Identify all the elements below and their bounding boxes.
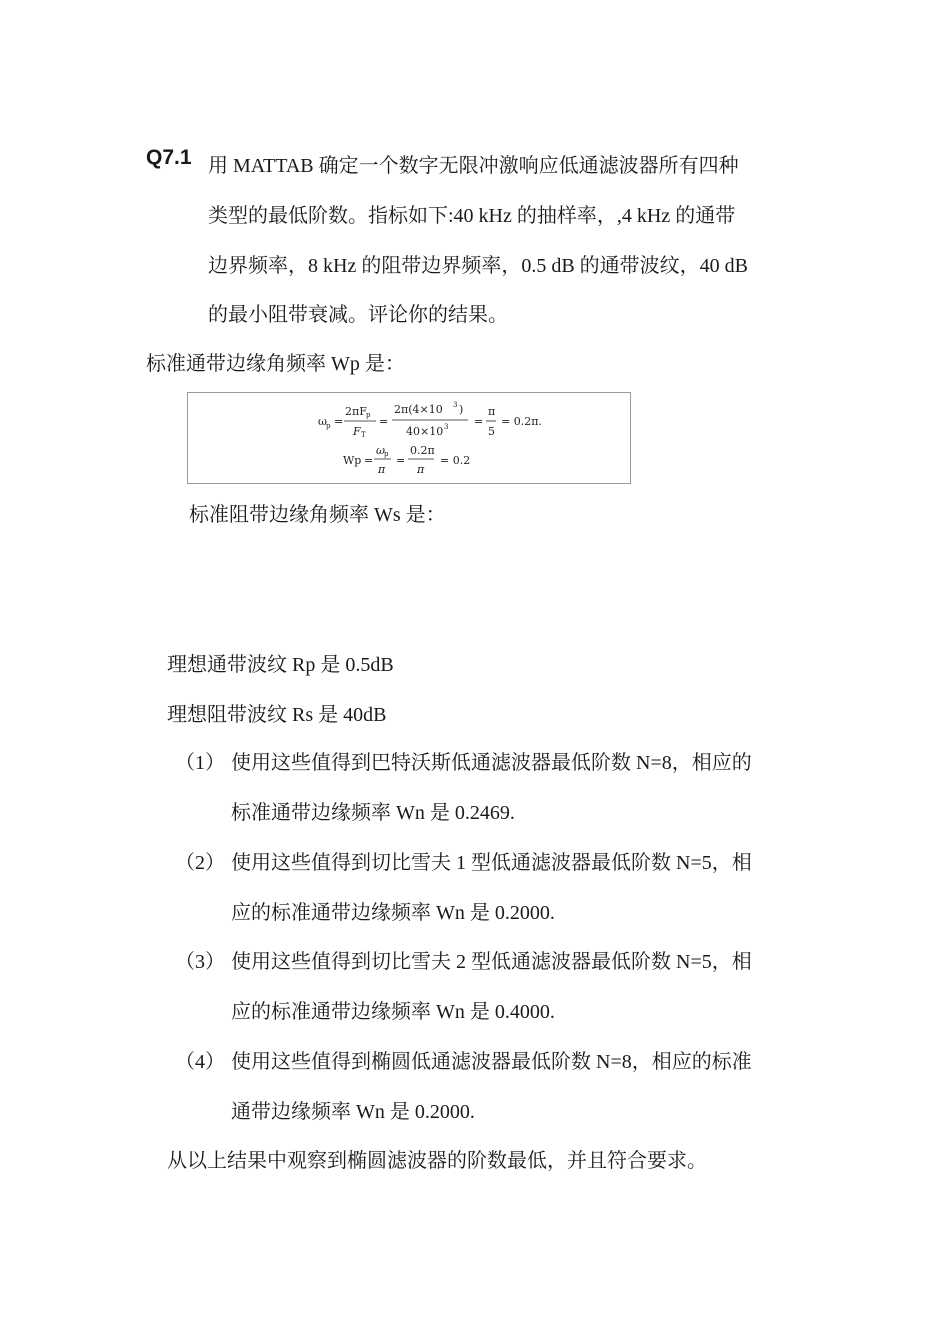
item-line: 使用这些值得到切比雪夫 1 型低通滤波器最低阶数 N=5，相 xyxy=(231,852,752,874)
svg-text:p: p xyxy=(384,450,389,458)
wp-intro: 标准通带边缘角频率 Wp 是： xyxy=(146,353,405,375)
svg-text:=: = xyxy=(364,454,374,467)
item-number: （1） xyxy=(175,752,225,774)
svg-text:=: = xyxy=(379,415,389,428)
svg-text:40×10: 40×10 xyxy=(406,425,444,438)
item-number: （3） xyxy=(175,951,225,973)
question-label: Q7.1 xyxy=(146,146,192,169)
svg-text:0.2π: 0.2π xyxy=(410,444,435,457)
svg-text:2π(4×10: 2π(4×10 xyxy=(394,403,443,416)
item-number: （4） xyxy=(175,1051,225,1073)
question-line-2: 类型的最低阶数。指标如下:40 kHz 的抽样率，,4 kHz 的通带 xyxy=(208,205,736,227)
svg-text:π: π xyxy=(488,405,496,418)
svg-text:T: T xyxy=(361,431,366,439)
svg-text:): ) xyxy=(459,403,464,416)
omega-symbol: ω xyxy=(318,415,327,428)
formula-box xyxy=(187,392,631,484)
svg-text:p: p xyxy=(326,422,331,430)
wp-symbol: Wp xyxy=(343,454,362,467)
svg-text:=: = xyxy=(474,415,484,428)
rp-line: 理想通带波纹 Rp 是 0.5dB xyxy=(167,654,394,676)
svg-text:p: p xyxy=(366,411,371,419)
svg-text:F: F xyxy=(353,425,361,438)
ws-intro: 标准阻带边缘角频率 Ws 是： xyxy=(189,504,446,526)
svg-text:5: 5 xyxy=(488,425,495,438)
item-line: 使用这些值得到椭圆低通滤波器最低阶数 N=8，相应的标准 xyxy=(231,1051,752,1073)
formula-image xyxy=(188,393,632,485)
svg-text:= 0.2π.: = 0.2π. xyxy=(501,415,542,428)
item-line: 应的标准通带边缘频率 Wn 是 0.4000. xyxy=(231,1001,555,1023)
question-line-3: 边界频率，8 kHz 的阻带边界频率，0.5 dB 的通带波纹，40 dB xyxy=(208,255,748,277)
question-line-1: 用 MATTAB 确定一个数字无限冲激响应低通滤波器所有四种 xyxy=(208,155,739,177)
item-line: 使用这些值得到切比雪夫 2 型低通滤波器最低阶数 N=5，相 xyxy=(231,951,752,973)
item-line: 通带边缘频率 Wn 是 0.2000. xyxy=(231,1101,475,1123)
item-line: 应的标准通带边缘频率 Wn 是 0.2000. xyxy=(231,902,555,924)
svg-text:3: 3 xyxy=(444,423,449,431)
svg-text:= 0.2: = 0.2 xyxy=(440,454,471,467)
svg-text:π: π xyxy=(417,463,425,476)
svg-text:2πF: 2πF xyxy=(345,405,367,418)
svg-text:ω: ω xyxy=(376,444,385,457)
question-line-4: 的最小阻带衰减。评论你的结果。 xyxy=(208,304,508,326)
svg-text:=: = xyxy=(396,454,406,467)
item-line: 使用这些值得到巴特沃斯低通滤波器最低阶数 N=8，相应的 xyxy=(231,752,752,774)
svg-text:=: = xyxy=(334,415,344,428)
svg-text:π: π xyxy=(378,463,386,476)
item-number: （2） xyxy=(175,852,225,874)
item-line: 标准通带边缘频率 Wn 是 0.2469. xyxy=(231,802,515,824)
conclusion: 从以上结果中观察到椭圆滤波器的阶数最低，并且符合要求。 xyxy=(167,1150,707,1172)
svg-text:3: 3 xyxy=(453,401,458,409)
rs-line: 理想阻带波纹 Rs 是 40dB xyxy=(167,704,387,726)
